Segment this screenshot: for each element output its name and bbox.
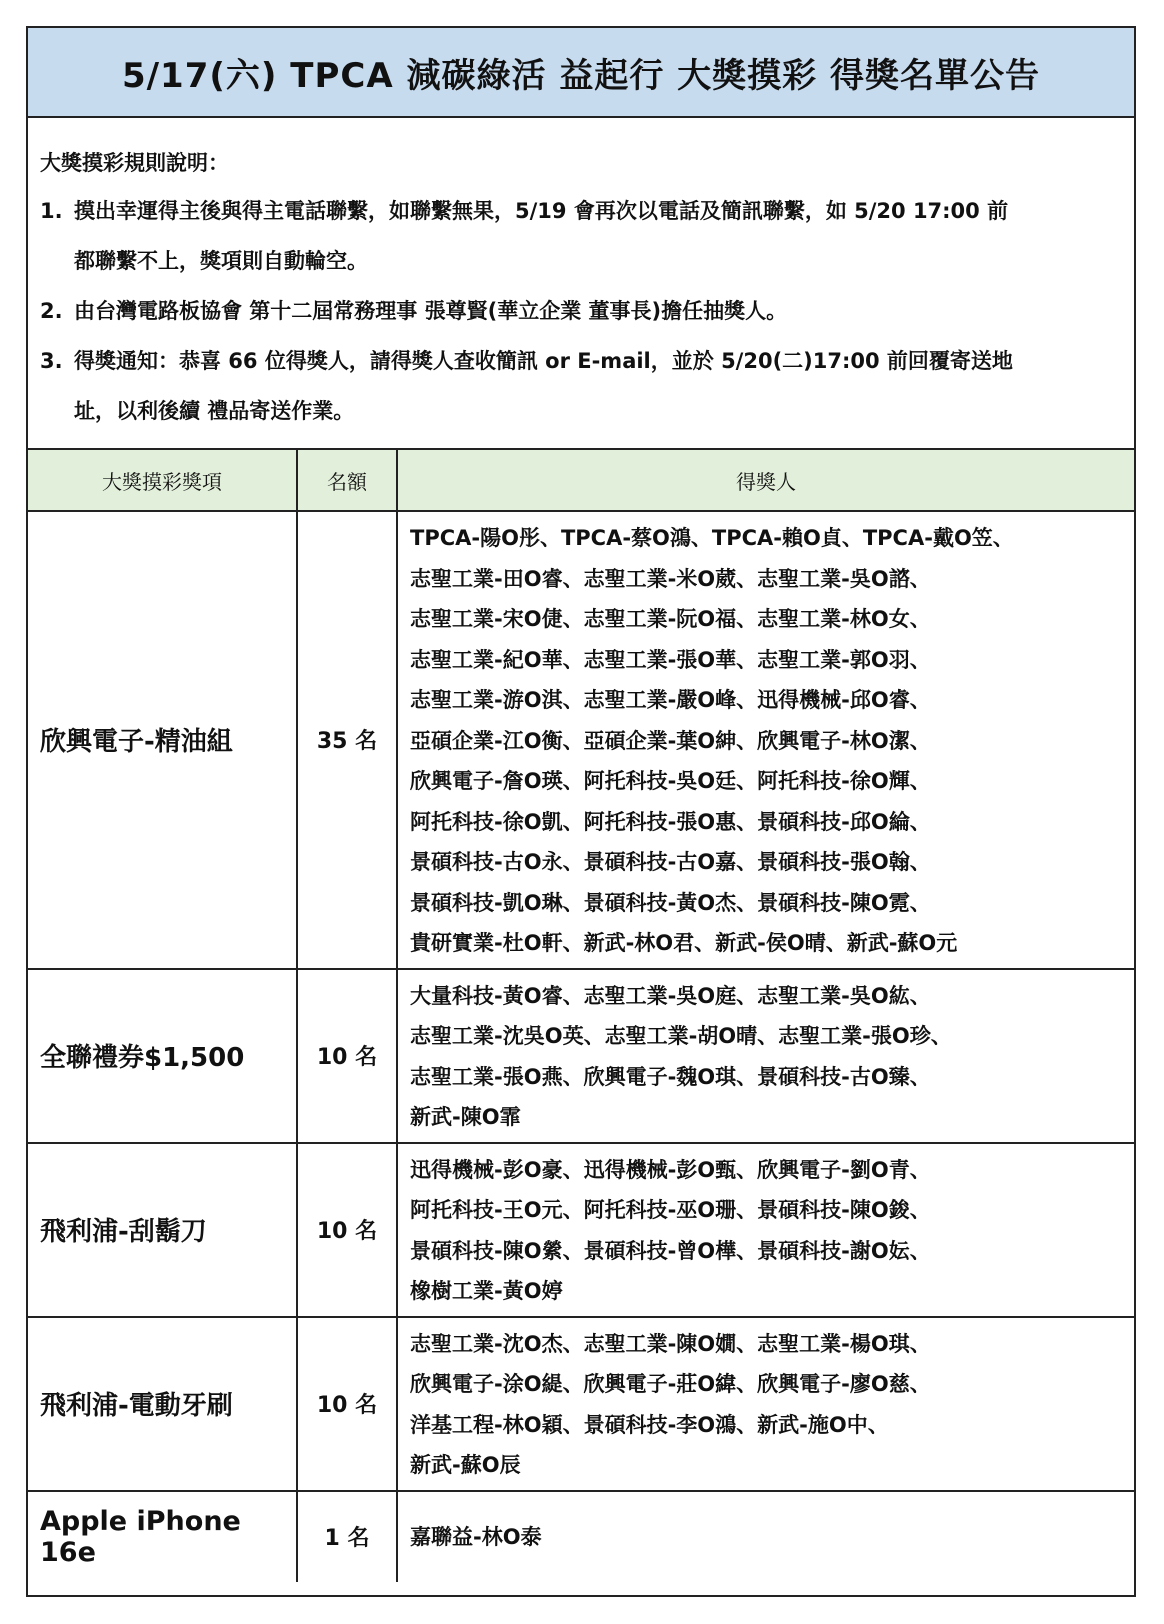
header-count: 名額: [297, 450, 397, 511]
winner-line: 志聖工業-張O燕、欣興電子-魏O琪、景碩科技-古O臻、: [410, 1064, 931, 1089]
winner-line: 新武-陳O霏: [410, 1105, 521, 1129]
header-winners: 得獎人: [397, 450, 1134, 511]
prize-name: 飛利浦-電動牙刷: [28, 1317, 297, 1491]
rule-line: 址，以利後續 禮品寄送作業。: [74, 399, 355, 423]
winner-line: 橡樹工業-黃O婷: [410, 1279, 563, 1303]
prize-table-body: [28, 511, 1134, 1582]
table-row: [28, 511, 1134, 969]
prize-count: 1 名: [297, 1491, 397, 1582]
table-row: [28, 969, 1134, 1143]
winner-line: 景碩科技-古O永、景碩科技-古O嘉、景碩科技-張O翰、: [410, 850, 931, 874]
winner-line: 阿托科技-王O元、阿托科技-巫O珊、景碩科技-陳O鋑、: [410, 1198, 931, 1222]
rule-text: [74, 336, 1134, 436]
prize-count: 10 名: [297, 969, 397, 1143]
winner-line: 志聖工業-游O淇、志聖工業-嚴O峰、迅得機械-邱O睿、: [410, 688, 931, 712]
winner-line: 亞碩企業-江O衡、亞碩企業-葉O紳、欣興電子-林O潔、: [410, 728, 931, 753]
page-title: 5/17(六) TPCA 減碳綠活 益起行 大獎摸彩 得獎名單公告: [28, 28, 1134, 118]
prize-table: [28, 450, 1134, 1582]
winner-list: [397, 511, 1134, 969]
winner-line: 阿托科技-徐O凱、阿托科技-張O惠、景碩科技-邱O綸、: [410, 809, 931, 834]
winner-line: 欣興電子-詹O瑛、阿托科技-吳O廷、阿托科技-徐O輝、: [410, 769, 931, 793]
winner-line: 洋基工程-林O穎、景碩科技-李O鴻、新武-施O中、: [410, 1412, 889, 1437]
rule-number: 2.: [40, 299, 63, 323]
rules-section: [28, 118, 1134, 450]
table-row: [28, 1491, 1134, 1582]
winner-line: 志聖工業-紀O華、志聖工業-張O華、志聖工業-郭O羽、: [410, 647, 931, 672]
header-prize: 大獎摸彩獎項: [28, 450, 297, 511]
rule-item: [40, 186, 1134, 286]
rule-line: 由台灣電路板協會 第十二屆常務理事 張尊賢(華立企業 董事長)擔任抽獎人。: [74, 299, 788, 323]
rule-item: [40, 336, 1134, 436]
winner-list: [397, 1143, 1134, 1317]
winner-list: [397, 1491, 1134, 1582]
table-header-row: [28, 450, 1134, 511]
winner-line: 新武-蘇O辰: [410, 1453, 521, 1477]
prize-name: Apple iPhone 16e: [28, 1491, 297, 1582]
winner-line: 景碩科技-凱O琳、景碩科技-黃O杰、景碩科技-陳O霓、: [410, 890, 931, 915]
rule-line: 都聯繫不上，獎項則自動輪空。: [74, 249, 368, 273]
winner-line: 欣興電子-涂O緹、欣興電子-莊O緯、欣興電子-廖O慈、: [410, 1372, 931, 1396]
prize-name: 全聯禮券$1,500: [28, 969, 297, 1143]
winner-list: [397, 1317, 1134, 1491]
rule-text: [74, 186, 1134, 286]
winner-line: 貴研實業-杜O軒、新武-林O君、新武-侯O晴、新武-蘇O元: [410, 931, 958, 955]
prize-name: 飛利浦-刮鬍刀: [28, 1143, 297, 1317]
table-row: [28, 1317, 1134, 1491]
prize-count: 10 名: [297, 1143, 397, 1317]
winner-line: 大量科技-黃O睿、志聖工業-吳O庭、志聖工業-吳O紘、: [410, 983, 931, 1008]
winner-line: 志聖工業-宋O倢、志聖工業-阮O福、志聖工業-林O女、: [410, 607, 931, 631]
winner-line: 志聖工業-沈吳O英、志聖工業-胡O晴、志聖工業-張O珍、: [410, 1024, 952, 1048]
winner-line: TPCA-陽O彤、TPCA-蔡O鴻、TPCA-賴O貞、TPCA-戴O笠、: [410, 526, 1014, 550]
rules-heading: 大獎摸彩規則說明：: [40, 151, 229, 175]
winner-line: 嘉聯益-林O泰: [410, 1525, 542, 1550]
rule-item: [40, 286, 1134, 336]
winner-line: 景碩科技-陳O縈、景碩科技-曾O樺、景碩科技-謝O妘、: [410, 1238, 931, 1263]
rule-text: [74, 286, 1134, 336]
winner-list: [397, 969, 1134, 1143]
table-row: [28, 1143, 1134, 1317]
rule-number: 3.: [40, 349, 63, 373]
winner-line: 志聖工業-沈O杰、志聖工業-陳O嫺、志聖工業-楊O琪、: [410, 1331, 931, 1356]
prize-name: 欣興電子-精油組: [28, 511, 297, 969]
rule-line: 摸出幸運得主後與得主電話聯繫，如聯繫無果，5/19 會再次以電話及簡訊聯繫，如 5/20 17:00 前: [74, 199, 1009, 223]
announcement-sheet: [26, 26, 1136, 1597]
rule-line: 得獎通知：恭喜 66 位得獎人，請得獎人查收簡訊 or E-mail，並於 5/20(二)17:00 前回覆寄送地: [74, 349, 1013, 373]
rule-number: 1.: [40, 199, 63, 223]
winner-line: 迅得機械-彭O豪、迅得機械-彭O甄、欣興電子-劉O青、: [410, 1157, 931, 1182]
winner-line: 志聖工業-田O睿、志聖工業-米O葳、志聖工業-吳O諮、: [410, 566, 931, 591]
prize-count: 10 名: [297, 1317, 397, 1491]
prize-count: 35 名: [297, 511, 397, 969]
